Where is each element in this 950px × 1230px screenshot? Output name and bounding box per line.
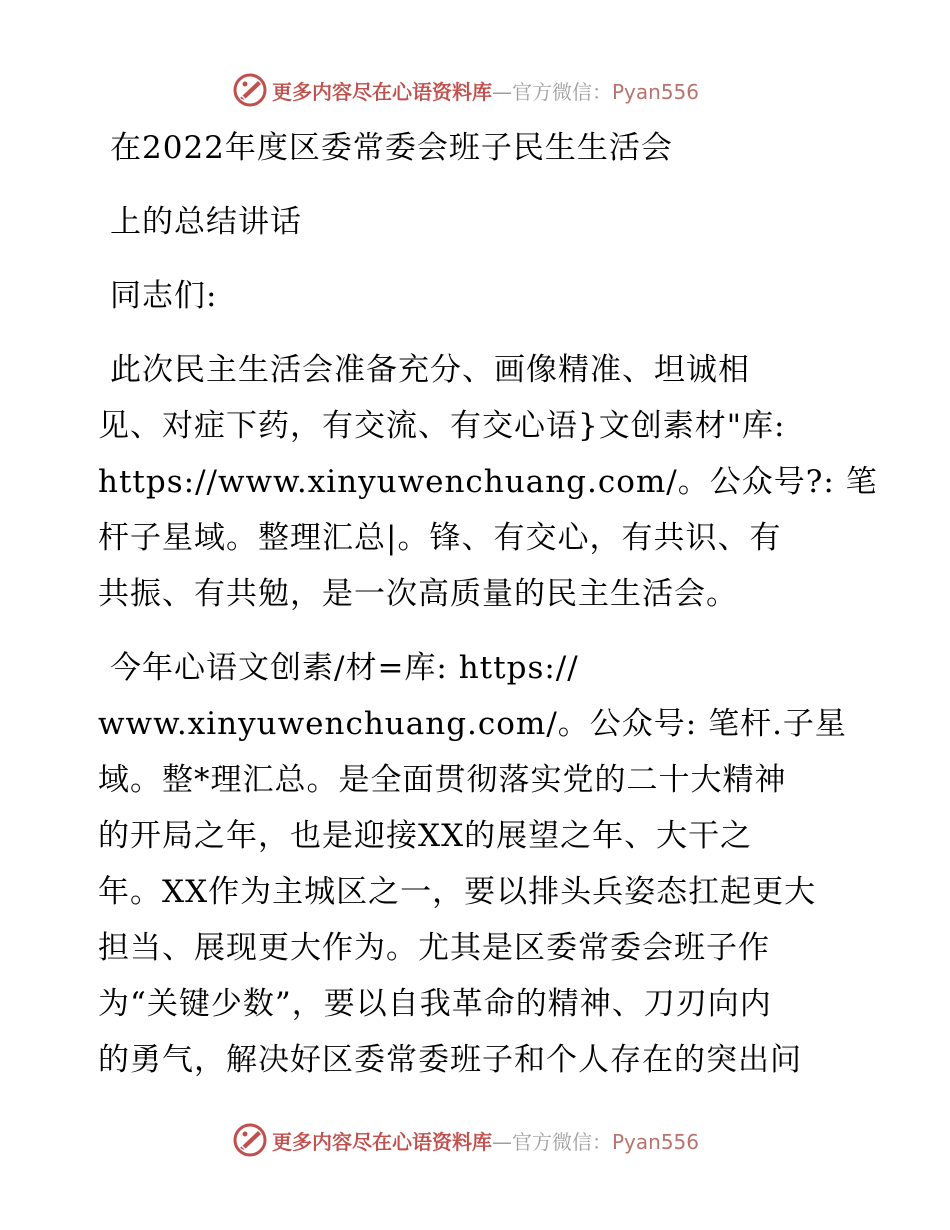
- paragraph-2-line: 担当、展现更大作为。尤其是区委常委会班子作: [98, 930, 770, 966]
- paragraph-1-line: 此次民主生活会准备充分、画像精准、坦诚相: [110, 352, 750, 388]
- paragraph-1-line: 共振、有共勉，是一次高质量的民主生活会。: [98, 576, 738, 612]
- paragraph-1: [98, 342, 878, 622]
- paragraph-2-line: 域。整*理汇总。是全面贯彻落实党的二十大精神: [98, 762, 787, 798]
- paragraph-1-line: https://www.xinyuwenchuang.com/。公众号?: 笔: [98, 464, 878, 500]
- paragraph-2-line: 为“关键少数”，要以自我革命的精神、刀刃向内: [98, 986, 772, 1022]
- document-title-line-2: 上的总结讲话: [110, 204, 302, 240]
- banner-wechat-id: Pyan556: [612, 1129, 700, 1154]
- paragraph-1-line: 杆子星域。整理汇总|。锋、有交心，有共识、有: [98, 520, 782, 556]
- footer-watermark-banner: [232, 1120, 699, 1160]
- banner-wechat-label: —官方微信：: [492, 1129, 612, 1154]
- document-title-line-1: 在2022年度区委常委会班子民生生活会: [110, 130, 673, 166]
- banner-text: [272, 76, 699, 105]
- banner-wechat-label: —官方微信：: [492, 79, 612, 104]
- banner-text: [272, 1126, 699, 1155]
- paragraph-2-line: www.xinyuwenchuang.com/。公众号: 笔杆.子星: [98, 706, 847, 742]
- paragraph-1-line: 见、对症下药，有交流、有交心语}文创素材"库:: [98, 408, 786, 444]
- paragraph-2: [98, 640, 858, 1088]
- banner-library-text: 更多内容尽在心语资料库: [272, 79, 492, 104]
- document-body: [98, 120, 878, 1088]
- banner-library-text: 更多内容尽在心语资料库: [272, 1129, 492, 1154]
- header-watermark-banner: [232, 70, 699, 110]
- paragraph-2-line: 年。XX作为主城区之一，要以排头兵姿态扛起更大: [98, 874, 817, 910]
- salutation: 同志们:: [110, 278, 218, 314]
- banner-wechat-id: Pyan556: [612, 79, 700, 104]
- paragraph-2-line: 的勇气，解决好区委常委班子和个人存在的突出问: [98, 1042, 802, 1078]
- brand-logo-icon: [232, 72, 268, 108]
- paragraph-2-line: 的开局之年，也是迎接XX的展望之年、大干之: [98, 818, 753, 854]
- paragraph-2-line: 今年心语文创素/材=库: https://: [110, 650, 579, 686]
- brand-logo-icon: [232, 1122, 268, 1158]
